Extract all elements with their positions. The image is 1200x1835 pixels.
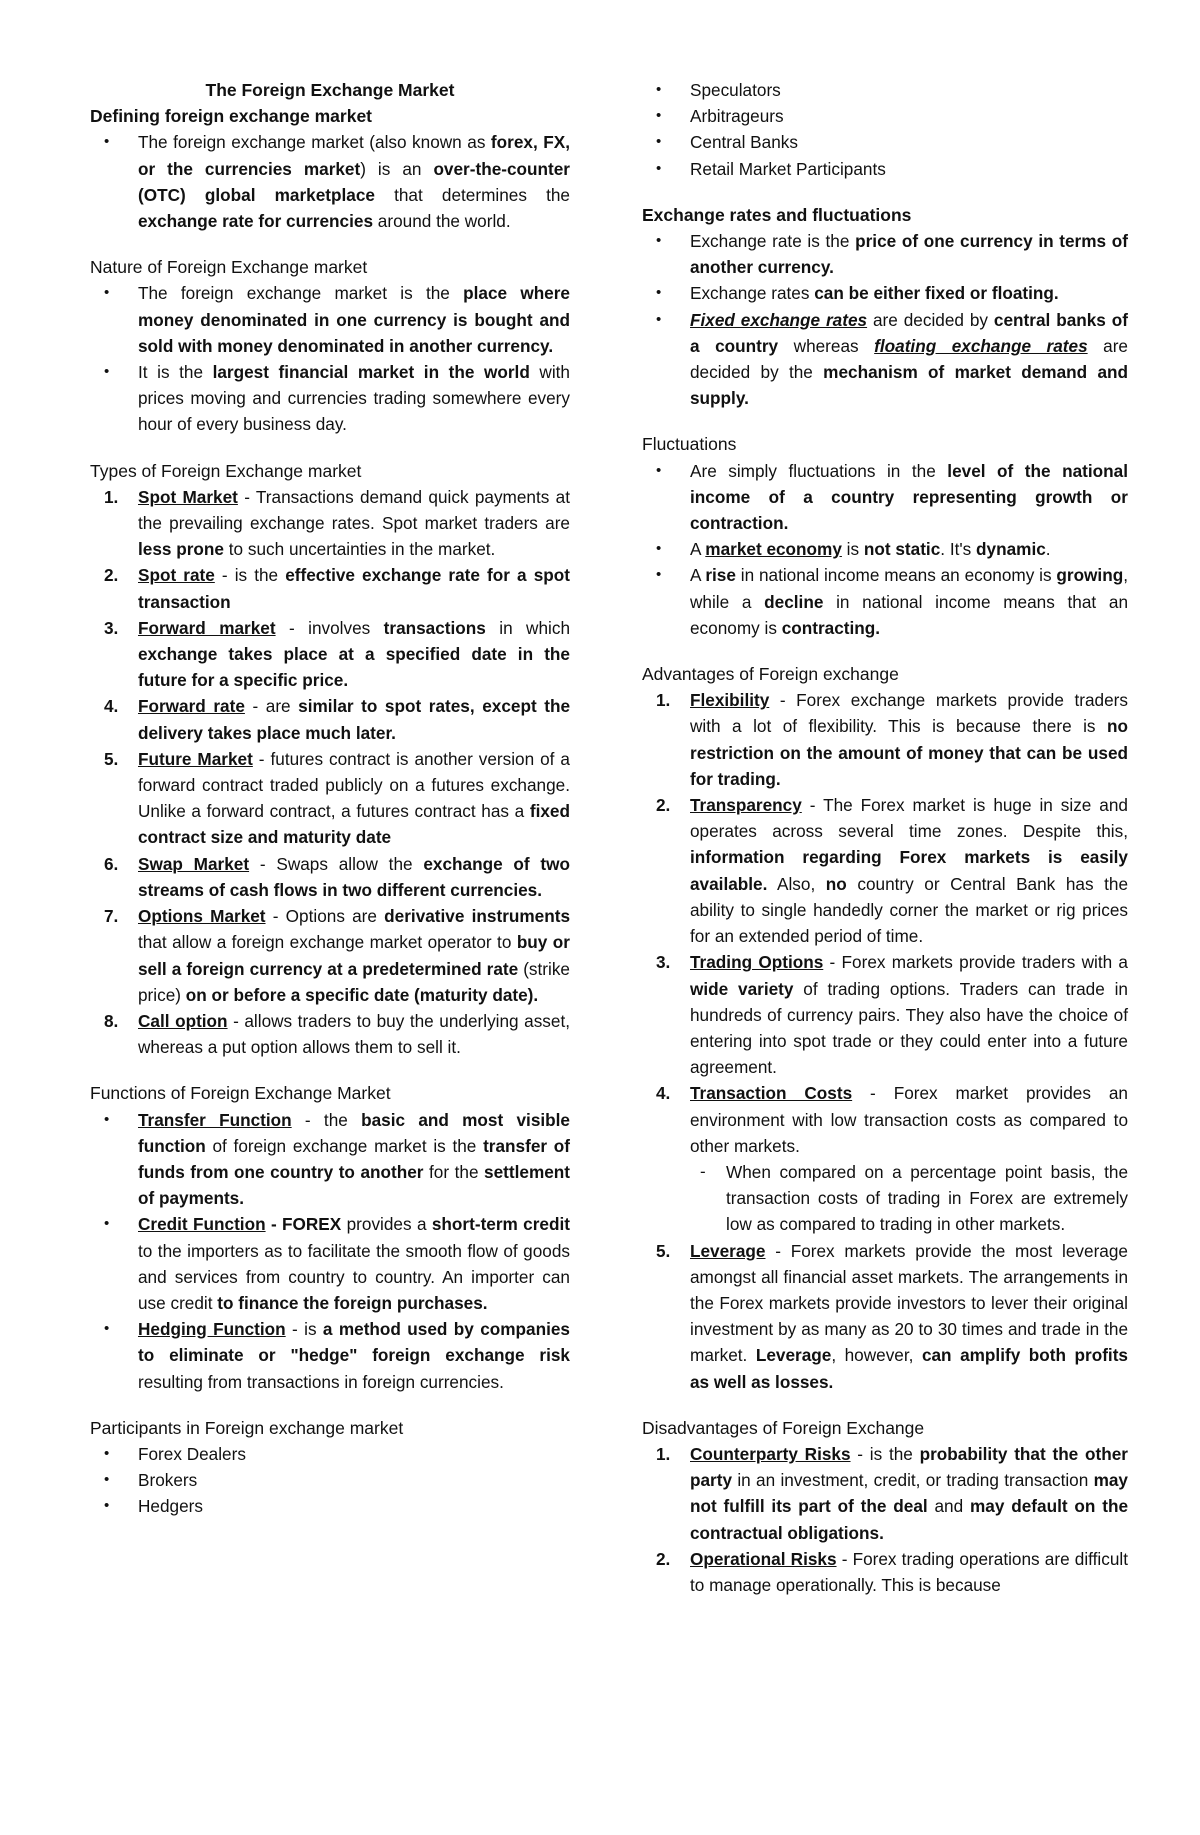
document-title: The Foreign Exchange Market: [205, 80, 455, 100]
section-heading-nature: Nature of Foreign Exchange market: [90, 257, 368, 278]
list-item: • A rise in national income means an economy is growing, while a decline in national income means that an economy is contracting.: [690, 562, 1128, 641]
list-item: • Arbitrageurs: [690, 103, 1128, 129]
list-item: • Central Banks: [690, 129, 1128, 155]
section-heading-fluctuations: Fluctuations: [642, 434, 737, 455]
disadvantages-list: [642, 1441, 1128, 1598]
types-list: [90, 484, 570, 1060]
right-column: [642, 77, 1128, 1598]
list-item: 7. Options Market - Options are derivative instruments that allow a foreign exchange market operator to buy or sell a foreign currency at a predetermined rate (strike price) on or before a specific date (maturity date).: [104, 906, 570, 1005]
list-item: 2. Transparency - The Forex market is huge in size and operates across several time zones. Despite this, information regarding Forex markets is easily available. Also, no country or Central Bank has the ability to single handedly corner the market or rig prices for an extended period of time.: [656, 795, 1129, 947]
list-item: • Brokers: [138, 1467, 570, 1493]
list-item: • Fixed exchange rates are decided by central banks of a country whereas floating exchange rates are decided by the mechanism of market demand and supply.: [690, 307, 1128, 412]
nature-list: [90, 280, 570, 437]
defining-list: [90, 129, 570, 234]
list-item: 1. Spot Market - Transactions demand quick payments at the prevailing exchange rates. Spot market traders are less prone to such uncertainties in the market.: [104, 486, 570, 560]
list-item: 4. Transaction Costs - Forex market provides an environment with low transaction costs as compared to other markets. - When compared on a percentage point basis, the transaction costs of trading in Forex are extremely low as compared to trading in other markets.: [690, 1080, 1128, 1237]
section-heading-functions: Functions of Foreign Exchange Market: [90, 1083, 391, 1104]
list-item: • It is the largest financial market in the world with prices moving and currencies trading somewhere every hour of every business day.: [138, 359, 570, 438]
list-item: • A market economy is not static. It's dynamic.: [690, 536, 1128, 562]
participants-list-part1: [90, 1441, 570, 1520]
list-item: • Forex Dealers: [138, 1441, 570, 1467]
participants-list-part2: [642, 77, 1128, 182]
list-item: 1. Counterparty Risks - is the probability that the other party in an investment, credit, or trading transaction may not fulfill its part of the deal and may default on the contractual obligations.: [656, 1443, 1129, 1543]
list-item: 3. Forward market - involves transactions in which exchange takes place at a specified date in the future for a specific price.: [104, 617, 571, 691]
list-item: • Retail Market Participants: [690, 156, 1128, 182]
list-item: 5. Future Market - futures contract is another version of a forward contract traded publicly on a futures exchange. Unlike a forward contract, a futures contract has a fixed contract size and maturity date: [104, 748, 570, 848]
list-item: • Are simply fluctuations in the level of the national income of a country representing growth or contraction.: [690, 458, 1128, 537]
list-item: 4. Forward rate - are similar to spot rates, except the delivery takes place much later.: [104, 696, 571, 743]
exchange-rates-list: [642, 228, 1128, 411]
list-item: 1. Flexibility - Forex exchange markets provide traders with a lot of flexibility. This is because there is no restriction on the amount of money that can be used for trading.: [656, 690, 1128, 789]
section-heading-defining: Defining foreign exchange market: [90, 106, 373, 127]
advantages-list: [642, 687, 1128, 1394]
transaction-costs-sublist: [690, 1159, 1128, 1238]
section-heading-disadvantages: Disadvantages of Foreign Exchange: [642, 1417, 925, 1438]
list-item: 3. Trading Options - Forex markets provide traders with a wide variety of trading options. Traders can trade in hundreds of currency pairs. They also have the choice of entering into spot trade or they could enter into a future agreement.: [656, 952, 1128, 1078]
list-item: 8. Call option - allows traders to buy the underlying asset, whereas a put option allows them to sell it.: [104, 1010, 570, 1058]
list-item: 5. Leverage - Forex markets provide the most leverage amongst all financial asset markets. The arrangements in the Forex markets provide investors to lever their original investment by as many as 20 to 30 times and trade in the market. Leverage, however, can amplify both profits as well as losses.: [656, 1240, 1128, 1392]
left-column: [90, 77, 570, 1520]
fluctuations-list: [642, 458, 1128, 641]
section-heading-advantages: Advantages of Foreign exchange: [642, 664, 899, 685]
list-item: • Exchange rates can be either fixed or floating.: [690, 280, 1128, 306]
list-item: • Hedging Function - is a method used by companies to eliminate or "hedge" foreign exchange risk resulting from transactions in foreign currencies.: [138, 1316, 570, 1395]
section-heading-participants: Participants in Foreign exchange market: [90, 1417, 404, 1438]
list-item: • The foreign exchange market is the place where money denominated in one currency is bought and sold with money denominated in another currency.: [138, 280, 570, 359]
list-item: • Credit Function - FOREX provides a short-term credit to the importers as to facilitate the smooth flow of goods and services from country to country. An importer can use credit to finance the foreign purchases.: [138, 1211, 570, 1316]
list-item: - When compared on a percentage point basis, the transaction costs of trading in Forex are extremely low as compared to trading in other markets.: [726, 1159, 1128, 1238]
list-item: • The foreign exchange market (also known as forex, FX, or the currencies market) is an over-the-counter (OTC) global marketplace that determines the exchange rate for currencies around the world.: [138, 129, 570, 234]
section-heading-types: Types of Foreign Exchange market: [90, 460, 362, 481]
list-item: 2. Spot rate - is the effective exchange rate for a spot transaction: [104, 565, 570, 612]
list-item: • Transfer Function - the basic and most visible function of foreign exchange market is the transfer of funds from one country to another for the settlement of payments.: [138, 1107, 570, 1212]
list-item: 6. Swap Market - Swaps allow the exchange of two streams of cash flows in two different currencies.: [104, 853, 571, 900]
list-item: • Hedgers: [138, 1493, 570, 1519]
functions-list: [90, 1107, 570, 1395]
section-heading-exchange-rates: Exchange rates and fluctuations: [642, 204, 912, 225]
list-item: • Exchange rate is the price of one currency in terms of another currency.: [690, 228, 1128, 280]
list-item: • Speculators: [690, 77, 1128, 103]
list-item: 2. Operational Risks - Forex trading operations are difficult to manage operationally. This is because: [656, 1548, 1128, 1595]
